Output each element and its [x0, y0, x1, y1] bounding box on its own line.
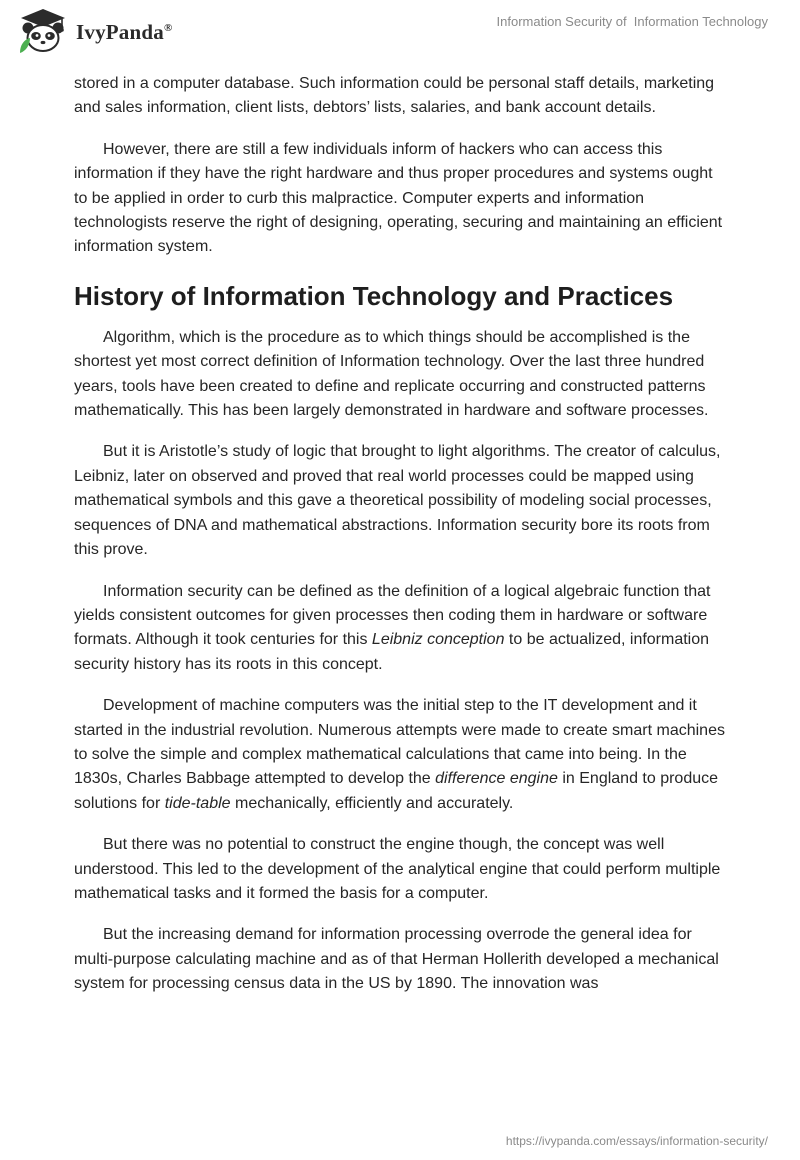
panda-graduate-icon: [16, 7, 70, 57]
section-heading: History of Information Technology and Practices: [74, 280, 674, 311]
paragraph: But the increasing demand for information processing overrode the general idea for multi-purpose calculating machine and as of that Herman Hollerith developed a mechanical system for processing census data in the US by 1890. The innovation was: [74, 926, 719, 993]
essay-body: [74, 72, 728, 1014]
source-url[interactable]: https://ivypanda.com/essays/information-security/: [505, 1134, 768, 1148]
running-title: Information Security of Information Technology: [496, 14, 768, 29]
paragraph: But it is Aristotle’s study of logic that brought to light algorithms. The creator of calculus, Leibniz, later on observed and proved that real world processes could be mapped using mathematical symbols and this gave a theoretical possibility of modeling social processes, sequences of DNA and mathematical abstractions. Information security bore its roots from this prove.: [74, 443, 721, 559]
paragraph: But there was no potential to construct the engine though, the concept was well understood. This led to the development of the analytical engine that could perform multiple mathematical tasks and it formed the basis for a computer.: [74, 836, 721, 902]
italic-term: tide-table: [164, 794, 231, 812]
ivypanda-logo[interactable]: [16, 7, 172, 57]
italic-term: Leibniz conception: [371, 631, 505, 649]
paragraph: However, there are still a few individuals inform of hackers who can access this information if they have the right hardware and thus proper procedures and systems ought to be applied in order to curb this malpractice. Computer experts and information technologists reserve the right of designing, operating, securing and maintaining an efficient information system.: [74, 140, 723, 256]
paragraph: Development of machine computers was the initial step to the IT development and it started in the industrial revolution. Numerous attempts were made to create smart machines to solve the simple and complex mathematical calculations that came into being. In the 1830s, Charles Babbage attempted to develop the difference engine in England to produce solutions for tide-table mechanically, efficiently and accurately.: [74, 697, 725, 812]
brand-name: IvyPanda®: [76, 19, 173, 44]
italic-term: difference engine: [435, 770, 558, 788]
paragraph: Information security can be defined as the definition of a logical algebraic function that yields consistent outcomes for given processes then coding them in hardware or software formats. Although it took centuries for this Leibniz conception to be actualized, information security history has its roots in this concept.: [74, 582, 711, 673]
page-header: [0, 0, 800, 70]
paragraph: Algorithm, which is the procedure as to which things should be accomplished is the shortest yet most correct definition of Information technology. Over the last three hundred years, tools have been created to define and replicate occurring and constructed patterns mathematically. This has been largely demonstrated in hardware and software processes.: [74, 328, 709, 420]
paragraph: stored in a computer database. Such information could be personal staff details, marketing and sales information, client lists, debtors’ lists, salaries, and bank account details.: [74, 75, 715, 117]
